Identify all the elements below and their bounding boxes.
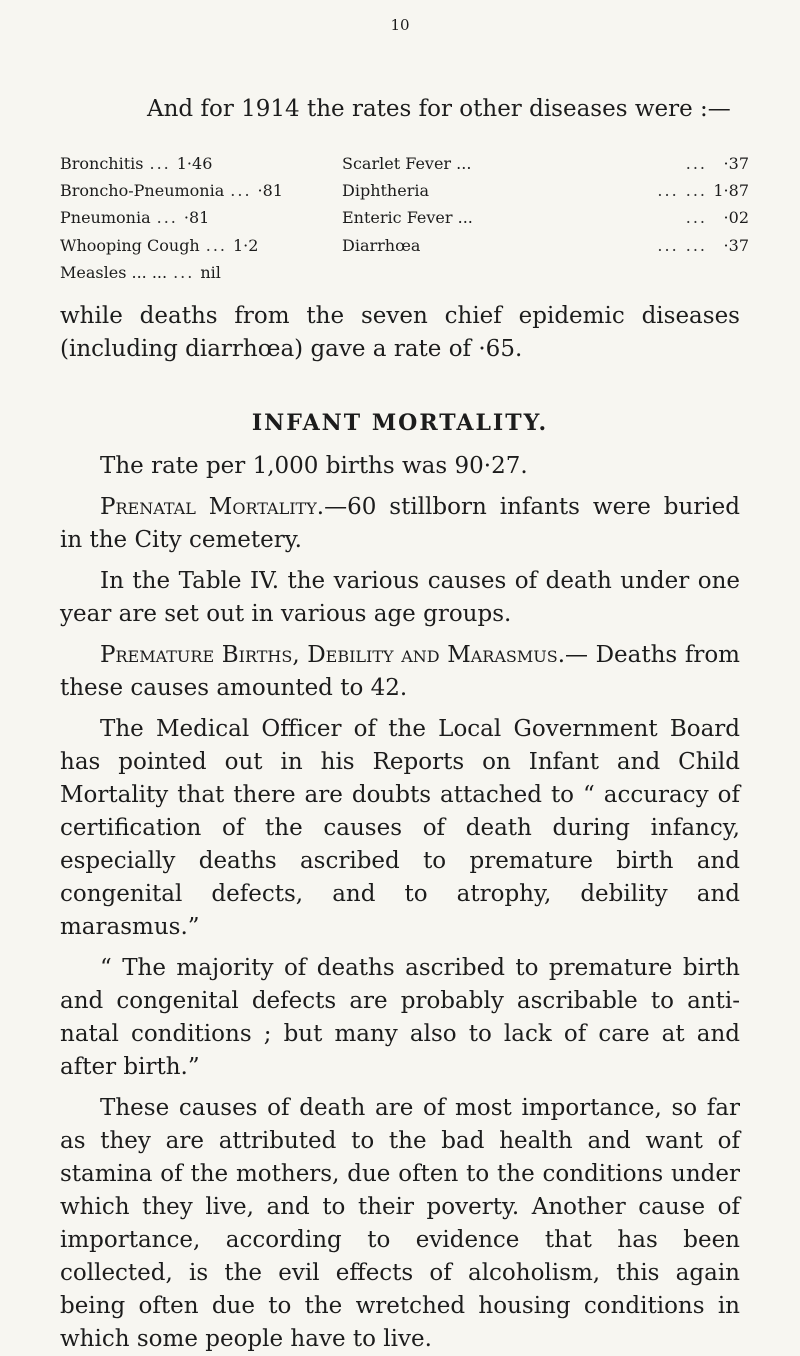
epidemic-text: while deaths from the seven chief epidemic diseases (including diarrhœa) gave a rate of ·65. [60,303,740,362]
disease-rate: 1·2 [233,235,259,255]
disease-name: Enteric Fever ... [342,208,473,228]
rate-entry [60,154,310,173]
disease-name: Measles ... ... [60,262,168,282]
main-text [60,450,740,1356]
prenatal-paragraph [60,491,740,557]
disease-name: Whooping Cough [60,235,200,255]
rate-row [60,150,750,177]
disease-rates-table [60,150,750,286]
prenatal-label: Prenatal Mortality. [100,494,325,520]
rate-entry [60,263,310,282]
prenatal-text: —60 stillborn infants were buried in the City cemetery. [60,494,740,553]
disease-name: Diarrhœa [342,235,421,255]
rate-entry [60,181,310,200]
disease-name: Pneumonia [60,208,151,228]
premature-text: — Deaths from these causes amounted to 42. [60,642,740,701]
section-heading: INFANT MORTALITY. [251,410,549,436]
leader-dots: ... [685,154,707,174]
leader-dots: ... [205,235,227,255]
rate-row [60,204,750,231]
disease-rate: 1·87 [713,181,749,201]
disease-rate: ·37 [723,154,749,174]
premature-label: Premature Births, Debility and Marasmus. [100,642,565,668]
leader-dots: ... [156,208,178,228]
rate-entry [342,181,749,200]
intro-line: And for 1914 the rates for other diseases were :— [147,96,731,122]
disease-name: Scarlet Fever ... [342,154,472,174]
rate-row [60,177,750,204]
disease-name: Bronchitis [60,154,144,174]
rate-row [60,232,750,259]
epidemic-paragraph [60,300,740,366]
rate-entry [342,208,749,227]
disease-rate: nil [200,262,221,282]
leader-dots: ... [173,262,195,282]
disease-name: Diphtheria [342,181,429,201]
table-paragraph: In the Table IV. the various causes of death under one year are set out in various age groups. [60,568,740,627]
premature-paragraph [60,639,740,705]
rate-paragraph: The rate per 1,000 births was 90·27. [100,453,528,479]
leader-dots: ... [685,208,707,228]
disease-rate: ·81 [257,181,283,201]
disease-rate: ·37 [723,235,749,255]
disease-rate: ·81 [183,208,210,228]
rate-entry [342,154,749,173]
disease-rate: 1·46 [176,154,213,174]
medical-officer-paragraph: The Medical Officer of the Local Government Board has pointed out in his Reports on Infant and Child Mortality that there are doubts attached to “ accuracy of certification of the causes of death during infancy, especially deaths ascribed to premature birth and congenital defects, and to atrophy, debility and marasmus.” [60,716,740,940]
causes-paragraph: These causes of death are of most importance, so far as they are attributed to the bad health and want of stamina of the mothers, due often to the conditions under which they live, and to their poverty. Another cause of importance, according to evidence that has been collected, is the evil effects of alcoholism, this again being often due to the wretched housing conditions in which some people have to live. [60,1095,740,1352]
disease-name: Broncho-Pneumonia [60,181,225,201]
disease-rate: ·02 [723,208,749,228]
leader-dots: ... [149,154,171,174]
leader-dots: ... ... [657,235,707,255]
leader-dots: ... [230,181,252,201]
rate-entry [60,236,310,255]
page-number: 10 [390,16,410,34]
rate-row [60,259,750,286]
rate-entry [60,208,310,227]
leader-dots: ... ... [657,181,707,201]
quote-paragraph: “ The majority of deaths ascribed to premature birth and congenital defects are probably ascribable to anti-natal conditions ; but many also to lack of care at and after birth.” [60,955,740,1080]
rate-entry [342,236,749,255]
